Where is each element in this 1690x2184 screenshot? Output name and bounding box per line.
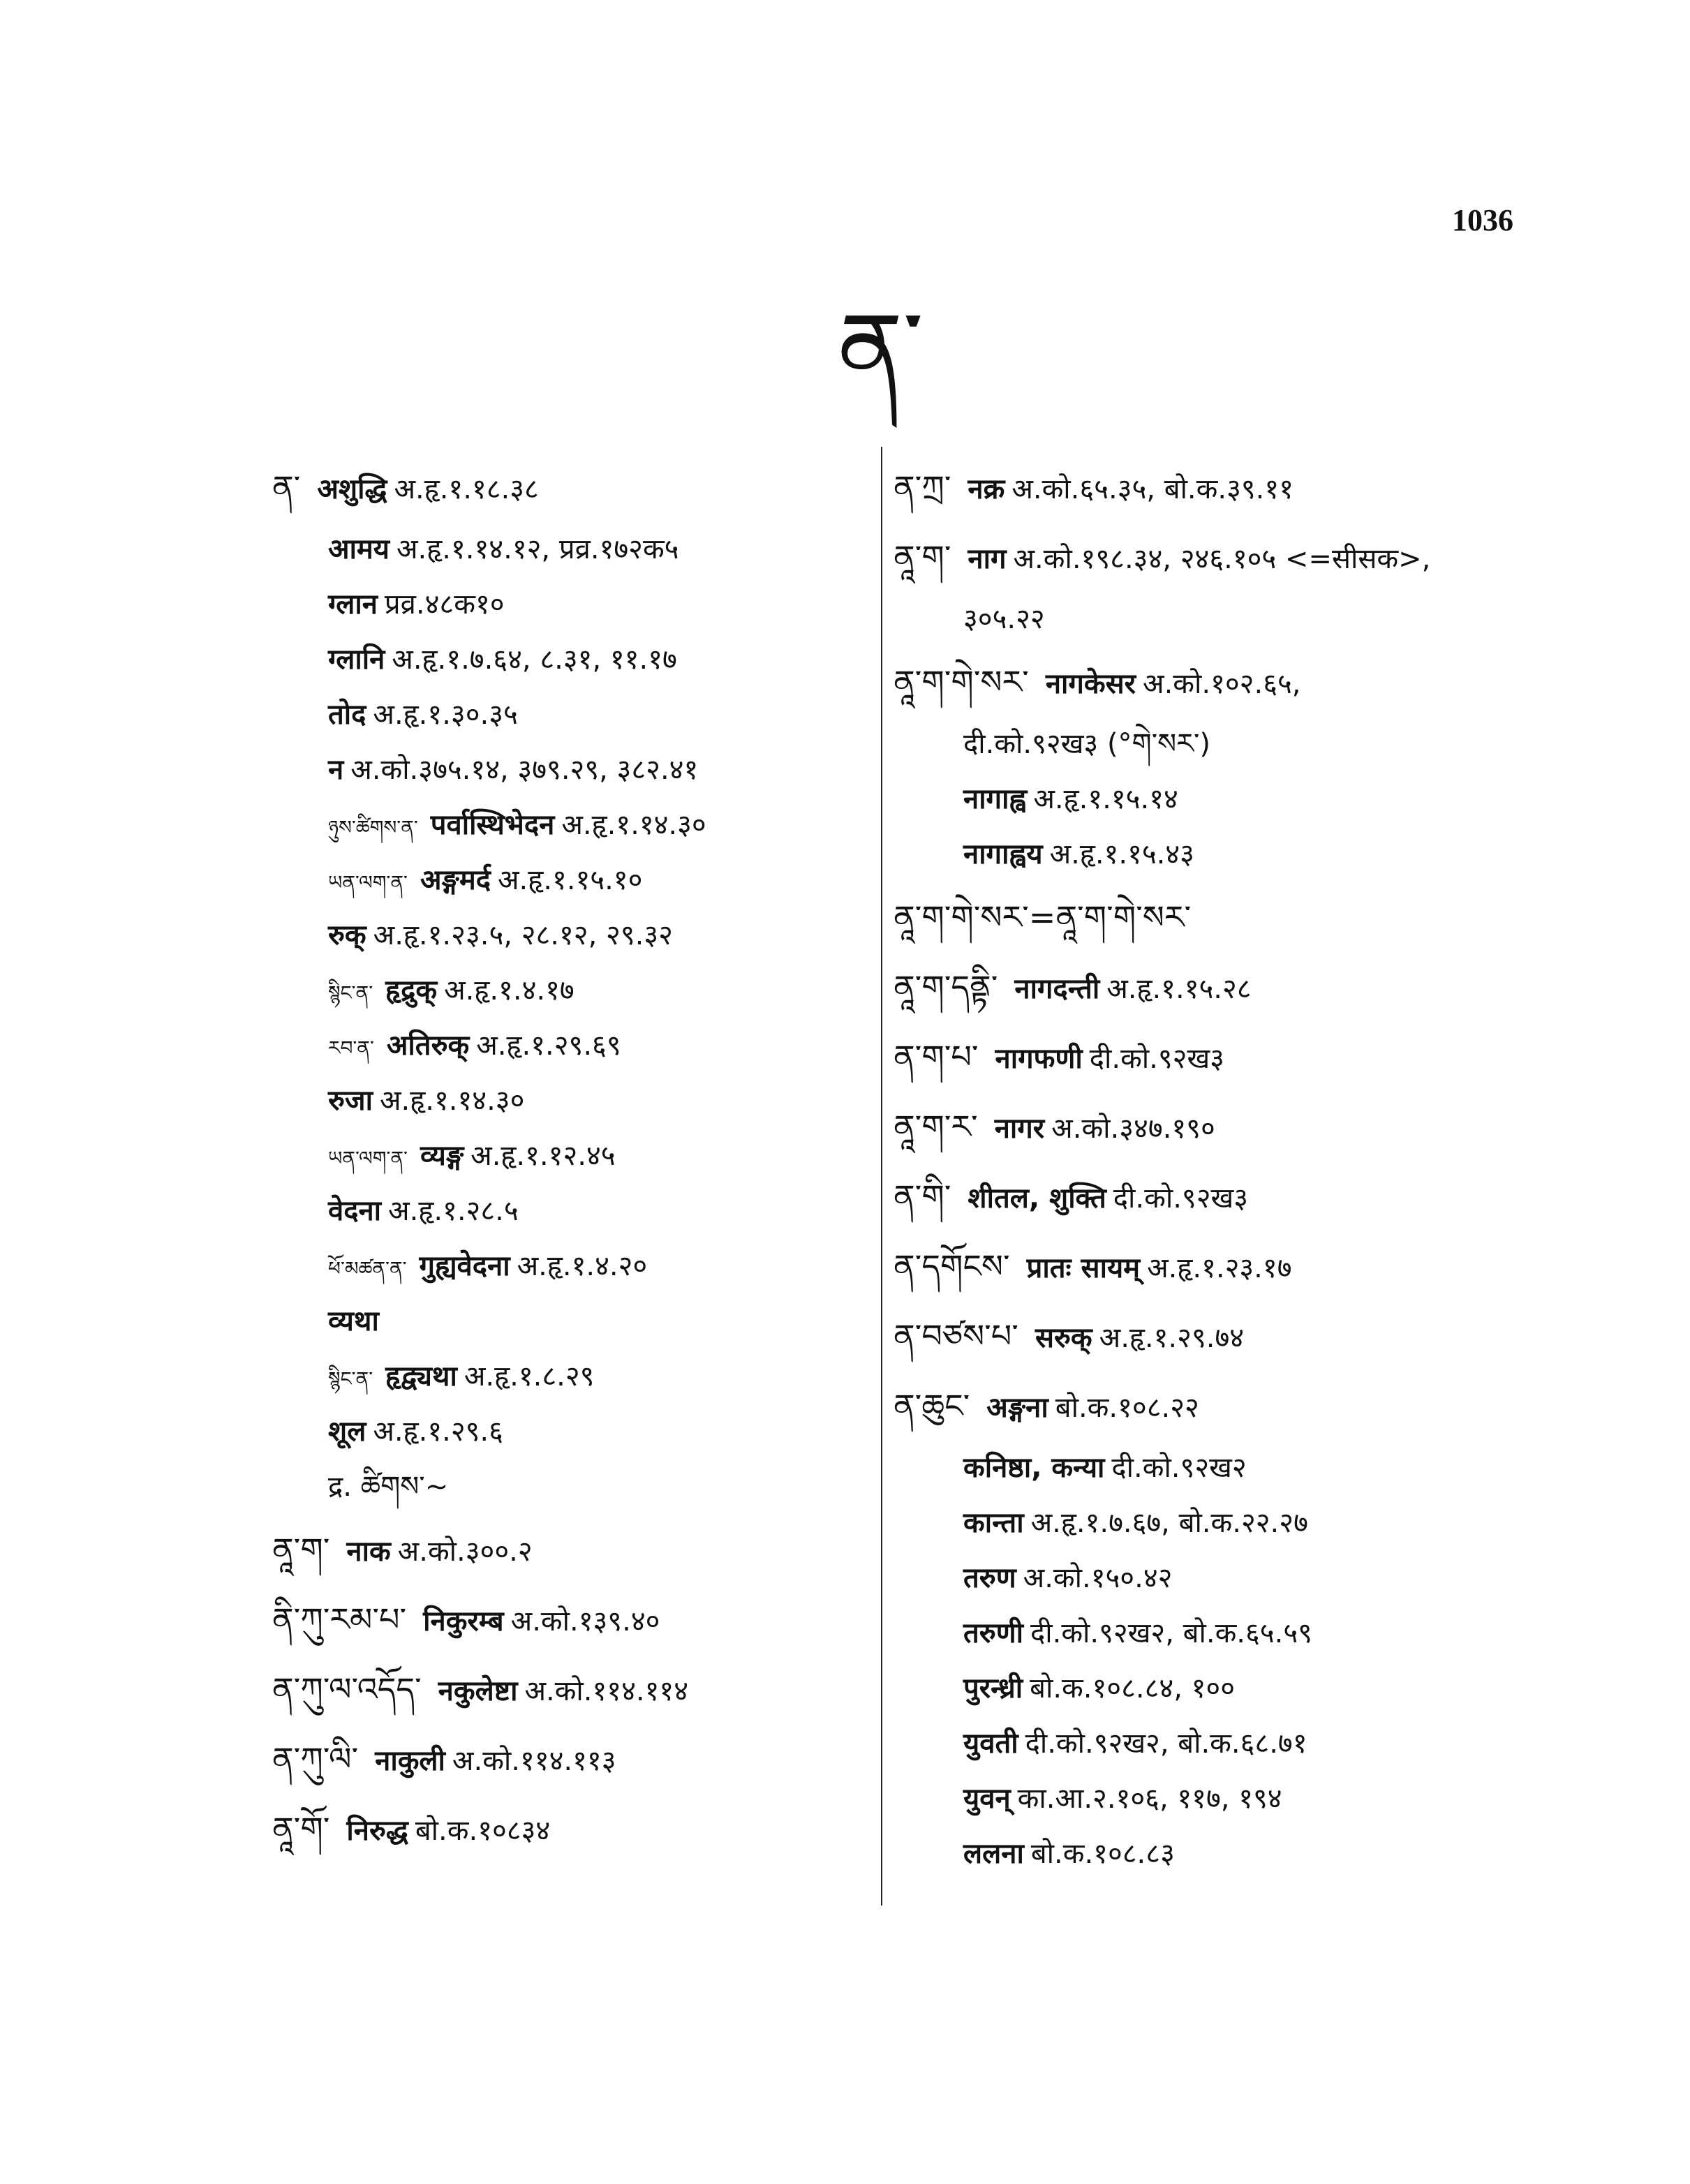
section-head-letter: ན་	[838, 292, 924, 406]
dictionary-entry	[272, 1724, 866, 1794]
dictionary-subentry	[894, 1661, 1543, 1716]
reference: द्र. ཚིགས་~	[328, 1471, 449, 1503]
sanskrit-term: अतिरुक्	[386, 1030, 470, 1062]
column-divider	[881, 447, 882, 1906]
dictionary-subentry	[272, 577, 866, 632]
dictionary-entry	[894, 1161, 1543, 1231]
dictionary-subentry	[894, 1606, 1543, 1661]
tibetan-label: སྙིང་ན་	[328, 981, 373, 1004]
tibetan-label: རབ་ན་	[328, 1037, 374, 1060]
dictionary-entry	[272, 452, 866, 522]
sanskrit-term: प्रातः सायम्	[1026, 1252, 1141, 1284]
reference: अ.हृ.१.१५.४३	[1049, 838, 1194, 870]
sanskrit-term: शूल	[328, 1416, 366, 1448]
reference: अ.हृ.१.७.६७, बो.क.२२.२७	[1030, 1507, 1308, 1539]
right-column	[894, 452, 1543, 1882]
reference: अ.को.११४.११३	[452, 1745, 616, 1777]
sanskrit-term: नागर	[994, 1113, 1045, 1145]
dictionary-subentry	[272, 1239, 866, 1294]
dictionary-subentry	[272, 1404, 866, 1459]
reference: दी.को.९२ख३	[1113, 1182, 1249, 1214]
sanskrit-term: कनिष्ठा, कन्या	[963, 1452, 1105, 1484]
tibetan-label: སྙིང་ན་	[328, 1367, 373, 1390]
dictionary-entry	[894, 1301, 1543, 1371]
sanskrit-term: वेदना	[328, 1195, 382, 1227]
dictionary-subentry	[272, 1184, 866, 1239]
dictionary-subentry	[272, 743, 866, 798]
dictionary-subentry	[272, 522, 866, 577]
tibetan-headword: ནཱ་ག་	[894, 538, 951, 576]
tibetan-headword: ན་ཀུ་ལ་འདོད་	[272, 1670, 422, 1708]
dictionary-subentry	[272, 853, 866, 908]
dictionary-subentry	[894, 1441, 1543, 1496]
tibetan-label: ཡན་ལག་ན་	[328, 871, 408, 894]
dictionary-entry	[272, 1654, 866, 1724]
dictionary-subentry	[272, 1074, 866, 1129]
sanskrit-term: युवती	[963, 1728, 1018, 1760]
reference: अ.हृ.१.१४.३०	[561, 809, 706, 841]
reference: दी.को.९२ख३	[1089, 1043, 1224, 1075]
dictionary-entry	[894, 522, 1543, 592]
dictionary-entry	[894, 452, 1543, 522]
reference: अ.हृ.१.२३.१७	[1147, 1252, 1292, 1284]
dictionary-entry	[894, 952, 1543, 1022]
dictionary-subentry	[894, 1827, 1543, 1882]
dictionary-entry	[272, 1584, 866, 1654]
reference: अ.को.३४७.१९०	[1051, 1113, 1215, 1145]
tibetan-headword: ན་	[272, 468, 301, 506]
tibetan-headword: ནཱ་ག་དནྟི་	[894, 968, 998, 1006]
dictionary-subentry	[894, 592, 1543, 647]
dictionary-subentry	[272, 798, 866, 853]
reference: अ.हृ.१.१४.३०	[379, 1085, 525, 1117]
tibetan-headword: ནཱ་ག་གེ་སར་	[894, 663, 1029, 701]
tibetan-headword: ན་བཙས་པ་	[894, 1317, 1018, 1355]
dictionary-entry	[894, 1371, 1543, 1441]
sanskrit-term: शीतल, शुक्ति	[968, 1182, 1106, 1214]
reference: अ.हृ.१.२९.६९	[476, 1030, 621, 1062]
reference: अ.हृ.१.७.६४, ८.३१, ११.१७	[392, 644, 677, 676]
sanskrit-term: युवन्	[963, 1783, 1011, 1815]
reference: बो.क.१०८.२२	[1055, 1392, 1199, 1424]
sanskrit-term: नाकुली	[375, 1745, 445, 1777]
dictionary-subentry	[894, 772, 1543, 827]
reference: अ.हृ.१.१४.१२, प्रव्र.१७२क५	[396, 533, 679, 565]
sanskrit-term: आमय	[328, 533, 390, 565]
reference: अ.हृ.१.४.२०	[517, 1250, 648, 1282]
tibetan-headword: ན་ཆུང་	[894, 1387, 970, 1425]
sanskrit-term: हृद्व्यथा	[385, 1360, 457, 1392]
reference: अ.हृ.१.१८.३८	[394, 473, 539, 505]
reference: अ.हृ.१.१५.२८	[1106, 973, 1252, 1005]
reference: अ.को.११४.११४	[524, 1675, 689, 1707]
dictionary-subentry	[272, 1349, 866, 1404]
reference: अ.हृ.१.८.२९	[464, 1360, 595, 1392]
sanskrit-term: रुजा	[328, 1085, 373, 1117]
sanskrit-term: तोद	[328, 699, 366, 731]
sanskrit-term: नाक	[346, 1536, 391, 1568]
reference: अ.को.१५०.४२	[1023, 1562, 1173, 1594]
sanskrit-term: कान्ता	[963, 1507, 1024, 1539]
tibetan-label: ཡན་ལག་ན་	[328, 1147, 408, 1170]
sanskrit-term: व्यङ्ग	[420, 1140, 464, 1172]
reference: अ.को.१३९.४०	[510, 1605, 660, 1637]
sanskrit-term: नाग	[968, 543, 1007, 575]
dictionary-entry	[272, 1794, 866, 1864]
reference: बो.क.१०८३४	[415, 1815, 551, 1847]
reference: अ.को.३७५.१४, ३७९.२९, ३८२.४१	[350, 754, 699, 786]
dictionary-subentry	[894, 827, 1543, 882]
dictionary-subentry	[272, 908, 866, 963]
tibetan-label: ཉུས་ཚིགས་ན་	[328, 816, 418, 839]
page-number: 1036	[1452, 203, 1513, 237]
sanskrit-term: नागाह्व	[963, 783, 1027, 815]
reference: दी.को.९२ख२	[1111, 1452, 1247, 1484]
dictionary-entry	[894, 1231, 1543, 1301]
reference: का.आ.२.१०६, ११७, १९४	[1017, 1783, 1282, 1815]
tibetan-headword: ནཱ་གོ་	[272, 1810, 330, 1848]
reference: बो.क.१०८.८४, १००	[1030, 1672, 1236, 1704]
sanskrit-term: व्यथा	[328, 1305, 379, 1337]
sanskrit-term: निरुद्ध	[346, 1815, 408, 1847]
reference: दी.को.९२ख३ (°གེ་སར་)	[963, 728, 1211, 760]
tibetan-headword: ན་དགོངས་	[894, 1247, 1010, 1285]
dictionary-entry	[894, 1022, 1543, 1092]
sanskrit-term: नागदन्ती	[1014, 973, 1100, 1005]
reference: अ.को.६५.३५, बो.क.३९.११	[1011, 473, 1294, 505]
dictionary-subentry	[894, 1771, 1543, 1827]
reference: अ.हृ.१.२८.५	[388, 1195, 519, 1227]
sanskrit-term: ललना	[963, 1838, 1024, 1870]
tibetan-headword: ནཱ་ག་ར་	[894, 1108, 978, 1145]
dictionary-subentry	[894, 1496, 1543, 1551]
sanskrit-term: पर्वास्थिभेदन	[430, 809, 555, 841]
dictionary-subentry	[894, 1551, 1543, 1606]
sanskrit-term: तरुणी	[963, 1617, 1023, 1649]
tibetan-label: ཕོ་མཚན་ན་	[328, 1257, 407, 1280]
sanskrit-term: अङ्गमर्द	[420, 864, 491, 896]
dictionary-subentry	[272, 1018, 866, 1074]
reference: दी.को.९२ख२, बो.क.६८.७१	[1025, 1728, 1307, 1760]
dictionary-subentry	[272, 1294, 866, 1349]
dictionary-subentry	[894, 717, 1543, 772]
reference: अ.हृ.१.२९.७४	[1099, 1322, 1245, 1354]
left-column	[272, 452, 866, 1864]
dictionary-entry	[894, 1092, 1543, 1161]
sanskrit-term: नागफणी	[995, 1043, 1083, 1075]
reference: अ.को.३००.२	[397, 1536, 533, 1568]
sanskrit-term: ग्लान	[328, 588, 378, 621]
sanskrit-term: नकुलेष्टा	[438, 1675, 518, 1707]
reference: प्रव्र.४८क१०	[384, 588, 505, 621]
reference: अ.को.१०२.६५,	[1143, 668, 1301, 700]
sanskrit-term: रुक्	[328, 919, 366, 951]
tibetan-headword: ནི་ཀུ་རམ་པ་	[272, 1600, 407, 1638]
dictionary-entry	[894, 647, 1543, 717]
sanskrit-term: नागकेसर	[1045, 668, 1136, 700]
reference: अ.हृ.१.४.१७	[444, 974, 575, 1006]
reference: अ.हृ.१.१२.४५	[470, 1140, 616, 1172]
dictionary-subentry	[272, 1129, 866, 1184]
sanskrit-term: नागाह्वय	[963, 838, 1043, 870]
dictionary-entry	[272, 1515, 866, 1584]
reference: अ.को.१९८.३४, २४६.१०५ <=सीसक>,	[1013, 543, 1431, 575]
dictionary-entry	[894, 882, 1543, 952]
sanskrit-term: ग्लानि	[328, 644, 385, 676]
sanskrit-term: न	[328, 754, 344, 786]
tibetan-headword: ནཱ་ག་གེ་སར་=ནཱ་ག་གེ་སར་	[894, 898, 1192, 936]
reference: अ.हृ.१.२९.६	[373, 1416, 503, 1448]
reference: बो.क.१०८.८३	[1030, 1838, 1175, 1870]
tibetan-headword: ན་གི་	[894, 1178, 951, 1215]
tibetan-headword: ན་ཀྲ་	[894, 468, 951, 506]
reference: अ.हृ.१.१५.१०	[497, 864, 643, 896]
sanskrit-term: अङ्गना	[986, 1392, 1048, 1424]
sanskrit-term: हृद्रुक्	[385, 974, 438, 1006]
tibetan-headword: ནཱ་ག་	[272, 1531, 330, 1568]
reference: अ.हृ.१.२३.५, २८.१२, २९.३२	[373, 919, 673, 951]
reference: अ.हृ.१.३०.३५	[373, 699, 518, 731]
tibetan-headword: ན་ག་པ་	[894, 1038, 979, 1076]
sanskrit-term: अशुद्धि	[317, 473, 387, 505]
sanskrit-term: पुरन्ध्री	[963, 1672, 1023, 1704]
dictionary-subentry	[272, 1459, 866, 1515]
sanskrit-term: नक्र	[968, 473, 1005, 505]
sanskrit-term: तरुण	[963, 1562, 1016, 1594]
sanskrit-term: सरुक्	[1035, 1322, 1092, 1354]
reference: दी.को.९२ख२, बो.क.६५.५९	[1030, 1617, 1312, 1649]
dictionary-subentry	[272, 632, 866, 688]
sanskrit-term: निकुरम्ब	[423, 1605, 504, 1637]
tibetan-headword: ན་ཀུ་ལི་	[272, 1740, 359, 1778]
reference: ३०५.२२	[963, 603, 1045, 635]
sanskrit-term: गुह्यवेदना	[419, 1250, 510, 1282]
dictionary-subentry	[894, 1716, 1543, 1771]
reference: अ.हृ.१.१५.१४	[1033, 783, 1178, 815]
dictionary-subentry	[272, 688, 866, 743]
dictionary-subentry	[272, 963, 866, 1018]
